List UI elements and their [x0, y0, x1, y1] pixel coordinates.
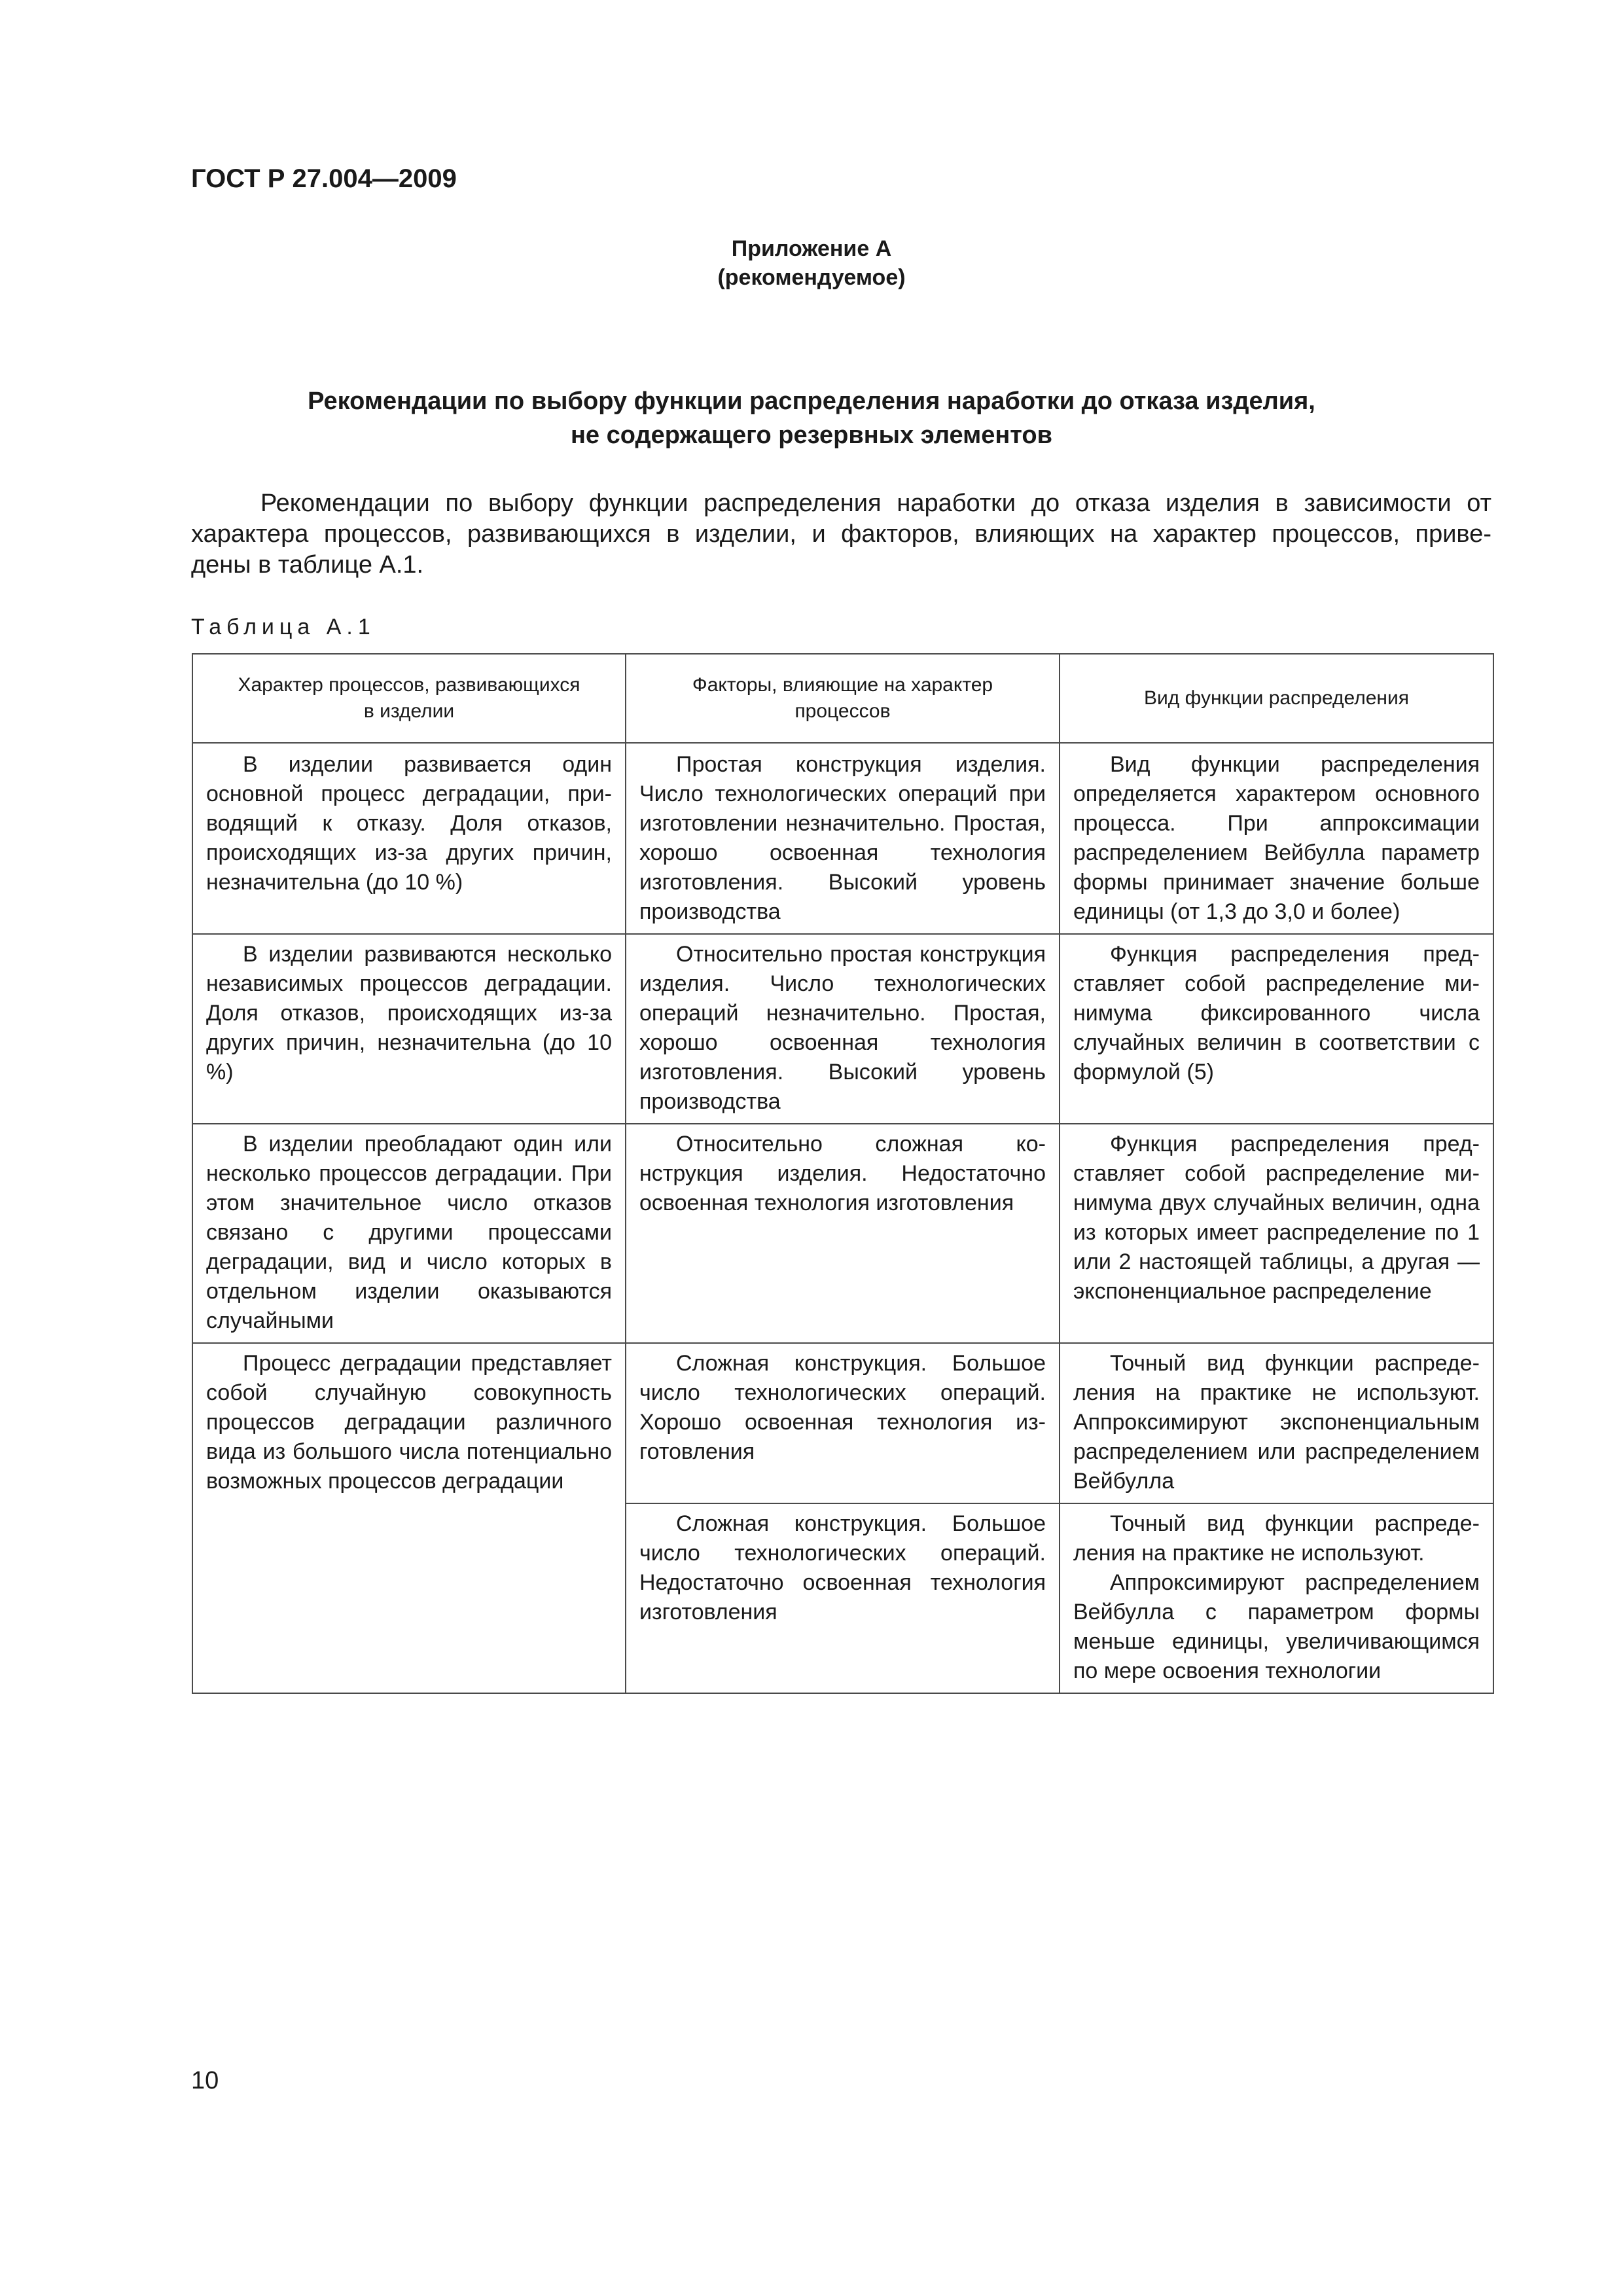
table-label: Таблица А.1	[191, 615, 376, 639]
table-row	[192, 1124, 1493, 1343]
intro-line-1: Рекомендации по выбору функции распределения наработки до отказа изделия в зависимости от	[260, 490, 1491, 517]
title-line-1: Рекомендации по выбору функции распределения наработки до отказа изделия,	[308, 387, 1315, 415]
cell-factors: Простая конструкция изделия. Число технологических операций при изготовлении незначительно. Простая, хорошо освоенная технология изготовления. Высокий уровень производства	[626, 743, 1060, 934]
annex-status: (рекомендуемое)	[717, 265, 906, 290]
table-row	[192, 743, 1493, 934]
cell-process: В изделии развивается один основной процесс деградации, приводящий к отказу. Доля отказов, происходящих из-за других причин, незначительна (до 10 %)	[192, 743, 626, 934]
cell-factors: Сложная конструкция. Большое число технологических операций. Хорошо освоенная технология изготовления	[626, 1343, 1060, 1503]
annex-heading	[0, 234, 1623, 292]
header-process: Характер процессов, развивающихся в изделии	[192, 654, 626, 743]
distribution-table	[192, 653, 1494, 1694]
intro-paragraph	[191, 488, 1491, 581]
title-line-2: не содержащего резервных элементов	[570, 422, 1052, 449]
cell-distribution: Точный вид функции распределения на практике не используют. Аппроксимируют распределением Вейбулла с параметром формы меньше единицы, увеличивающимся по мере освоения технологии	[1060, 1503, 1493, 1693]
header-factors: Факторы, влияющие на характер процессов	[626, 654, 1060, 743]
intro-line-3: дены в таблице А.1.	[191, 551, 424, 579]
table-row	[192, 934, 1493, 1124]
cell-distribution: Точный вид функции распределения на практике не используют. Аппроксимируют экспоненциальным распределением или распределением Вейбулла	[1060, 1343, 1493, 1503]
cell-factors: Сложная конструкция. Большое число технологических операций. Недостаточно освоенная технология изготовления	[626, 1503, 1060, 1693]
header-distribution: Вид функции распределения	[1060, 654, 1493, 743]
table-header-row	[192, 654, 1493, 743]
intro-line-2: характера процессов, развивающихся в изделии, и факторов, влияющих на характер процессов, приве-	[191, 520, 1491, 548]
cell-factors: Относительно сложная конструкция изделия. Недостаточно освоенная технология изготовления	[626, 1124, 1060, 1343]
cell-process: Процесс деградации представляет собой случайную совокупность процессов деградации различного вида из большого числа потенциально возможных процессов деградации	[192, 1343, 626, 1693]
annex-title: Приложение А	[731, 236, 892, 261]
cell-distribution: Функция распределения представляет собой распределение минимума двух случайных величин, одна из которых имеет распределение по 1 или 2 настоящей таблицы, а другая — экспоненциальное распределение	[1060, 1124, 1493, 1343]
page-number: 10	[191, 2067, 219, 2094]
cell-distribution: Функция распределения представляет собой распределение минимума фиксированного числа случайных величин в соответствии с формулой (5)	[1060, 934, 1493, 1124]
cell-process: В изделии преобладают один или несколько процессов деградации. При этом значительное число отказов связано с другими процессами деградации, вид и число которых в отдельном изделии оказываются случайными	[192, 1124, 626, 1343]
cell-distribution: Вид функции распределения определяется характером основного процесса. При аппроксимации распределением Вейбулла параметр формы принимает значение больше единицы (от 1,3 до 3,0 и более)	[1060, 743, 1493, 934]
cell-process: В изделии развиваются несколько независимых процессов деградации. Доля отказов, происходящих из-за других причин, незначительна (до 10 %)	[192, 934, 626, 1124]
cell-factors: Относительно простая конструкция изделия. Число технологических операций незначительно. Простая, хорошо освоенная технология изготовления. Высокий уровень производства	[626, 934, 1060, 1124]
document-code: ГОСТ Р 27.004—2009	[191, 164, 457, 193]
table-row	[192, 1343, 1493, 1503]
annex-main-title	[0, 384, 1623, 452]
